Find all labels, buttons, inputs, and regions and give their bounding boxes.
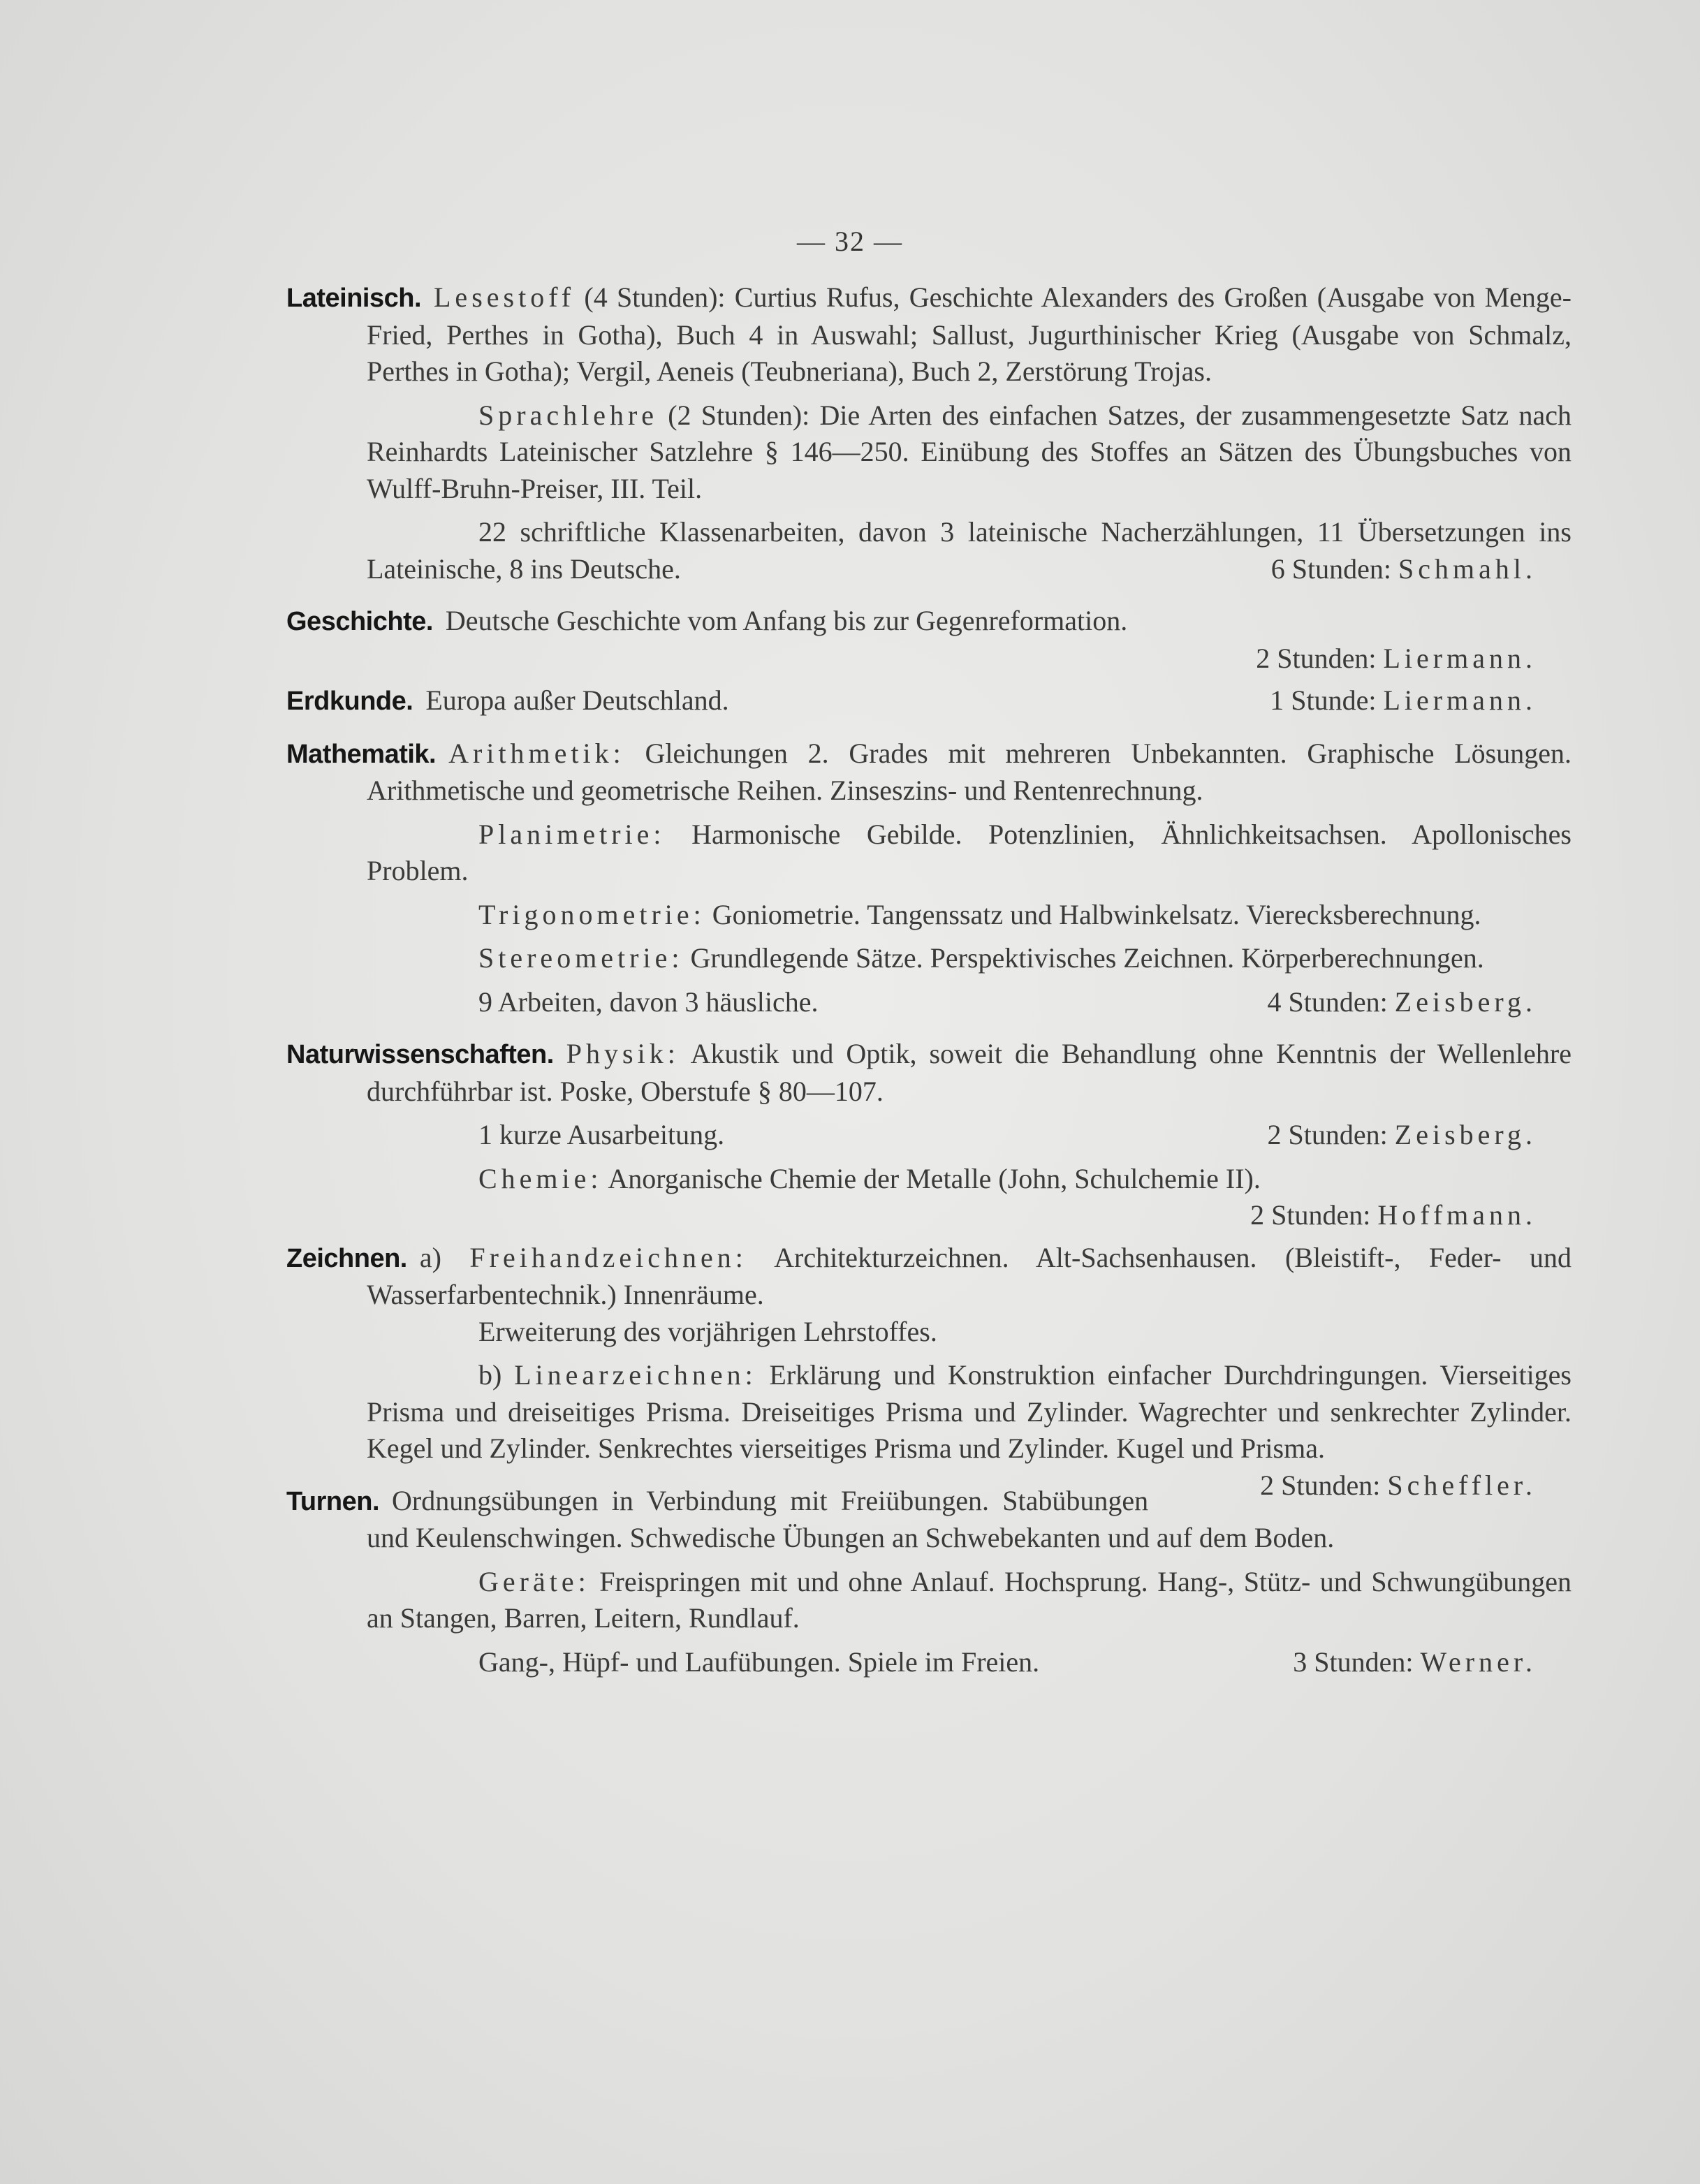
zeichnen-erweiterung: Erweiterung des vorjährigen Lehrstoffes. — [478, 1315, 937, 1347]
heading-naturwissenschaften: Naturwissenschaften. — [286, 1040, 554, 1069]
heading-latein: Lateinisch. — [286, 284, 421, 313]
latein-lesestoff: Lateinisch. Lesestoff (4 Stunden): Curtius Rufus, Geschichte Alexanders des Großen (Ausgabe von Menge-Fried, Perthes in Gotha), Buch 4 in Auswahl; Sallust, Jugurthinischer Krieg (Ausgabe von Schmalz, Perthes in Gotha); Vergil, Aeneis (Teubneriana), Buch 2, Zerstörung Trojas. — [286, 281, 1571, 387]
heading-zeichnen: Zeichnen. — [286, 1243, 407, 1273]
label-chemie: Chemie: — [478, 1162, 603, 1194]
section-turnen — [286, 1483, 1571, 1681]
zeichnen-hours: 2 Stunden: Scheffler. — [1260, 1469, 1537, 1501]
turnen-hours: 3 Stunden: Werner. — [1293, 1646, 1537, 1678]
mathe-stereometrie: Stereometrie: Grundlegende Sätze. Perspektivisches Zeichnen. Körperberechnungen. — [478, 942, 1484, 974]
label-trigonometrie: Trigonometrie: — [478, 898, 705, 930]
page-number: — 32 — — [797, 226, 903, 257]
natur-hours-chemie: 2 Stunden: Hoffmann. — [1250, 1199, 1537, 1231]
zeichnen-linear: b) Linearzeichnen: Erklärung und Konstruktion einfacher Durchdringungen. Vierseitiges Prisma und dreiseitiges Prisma. Dreiseitiges Prisma und Zylinder. Wagrechter und senkrechter Zylinder. Kegel und Zylinder. Senkrechtes vierseitiges Prisma und Zylinder. Kugel und Prisma. 2 Stunden: Scheffler. — [286, 1357, 1571, 1467]
label-sprachlehre: Sprachlehre — [478, 399, 659, 431]
label-freihandzeichnen: Freihandzeichnen: — [469, 1241, 747, 1273]
geschichte-hours: 2 Stunden: Liermann. — [1256, 642, 1537, 674]
latein-arbeiten: 22 schriftliche Klassenarbeiten, davon 3 lateinische Nacherzählungen, 11 Übersetzungen ins Lateinische, 8 ins Deutsche. 6 Stunden: Schmahl. — [286, 514, 1571, 587]
natur-physik: Naturwissenschaften. Physik: Akustik und Optik, soweit die Behandlung ohne Kenntnis der Wellenlehre durchführbar ist. Poske, Oberstufe § 80—107. — [286, 1038, 1571, 1107]
geschichte-text: Geschichte. Deutsche Geschichte vom Anfang bis zur Gegenreformation. — [286, 605, 1128, 636]
turnen-ordnung: Turnen. Ordnungsübungen in Verbindung mit Freiübungen. Stabübungen und Keulenschwingen. Schwedische Übungen an Schwebekanten und auf dem Boden. — [286, 1484, 1335, 1553]
teacher-scheffler: Scheffler. — [1387, 1469, 1537, 1501]
mathe-arithmetik: Mathematik. Arithmetik: Gleichungen 2. Grades mit mehreren Unbekannten. Graphische Lösungen. Arithmetische und geometrische Reihen. Zinseszins- und Rentenrechnung. — [286, 737, 1571, 806]
heading-geschichte: Geschichte. — [286, 607, 433, 636]
label-physik: Physik: — [566, 1038, 680, 1069]
teacher-zeisberg: Zeisberg. — [1394, 985, 1537, 1018]
zeichnen-freihand: Zeichnen. a) Freihandzeichnen: Architekturzeichnen. Alt-Sachsenhausen. (Bleistift-, Feder- und Wasserfarbentechnik.) Innenräume. — [286, 1241, 1571, 1310]
natur-ausarbeitung: 1 kurze Ausarbeitung. 2 Stunden: Zeisberg. — [286, 1117, 1571, 1154]
document-body — [286, 279, 1571, 1680]
mathe-hours: 4 Stunden: Zeisberg. — [1267, 985, 1537, 1018]
teacher-zeisberg-2: Zeisberg. — [1394, 1119, 1537, 1150]
section-erdkunde — [286, 682, 1571, 720]
erdkunde-hours: 1 Stunde: Liermann. — [1270, 684, 1537, 716]
label-linearzeichnen: Linearzeichnen: — [514, 1359, 757, 1391]
mathe-planimetrie: Planimetrie: Harmonische Gebilde. Potenzlinien, Ähnlichkeitsachsen. Apollonisches Problem. — [367, 818, 1571, 886]
section-latein — [286, 279, 1571, 587]
label-geraete: Geräte: — [478, 1565, 590, 1597]
label-stereometrie: Stereometrie: — [478, 942, 684, 974]
section-geschichte — [286, 603, 1571, 677]
heading-mathematik: Mathematik. — [286, 739, 437, 769]
label-planimetrie: Planimetrie: — [478, 818, 666, 850]
section-mathematik — [286, 735, 1571, 1021]
teacher-schmahl: Schmahl. — [1398, 552, 1537, 585]
label-lesestoff: Lesestoff — [434, 281, 576, 313]
mathe-trigonometrie: Trigonometrie: Goniometrie. Tangenssatz und Halbwinkelsatz. Vierecksberechnung. — [478, 898, 1481, 930]
turnen-spiele: Gang-, Hüpf- und Laufübungen. Spiele im Freien. 3 Stunden: Werner. — [286, 1644, 1571, 1681]
teacher-werner: Werner. — [1420, 1646, 1537, 1678]
turnen-geraete: Geräte: Freispringen mit und ohne Anlauf. Hochsprung. Hang-, Stütz- und Schwungübungen an Stangen, Barren, Leitern, Rundlauf. — [367, 1565, 1571, 1634]
erdkunde-text: Erdkunde. Europa außer Deutschland. 1 Stunde: Liermann. — [286, 682, 1571, 720]
latein-sprachlehre: Sprachlehre (2 Stunden): Die Arten des einfachen Satzes, der zusammengesetzte Satz nach Reinhardts Lateinischer Satzlehre § 146—250. Einübung des Stoffes an Sätzen des Übungsbuches von Wulff-Bruhn-Preiser, III. Teil. — [367, 399, 1571, 504]
natur-hours-physik: 2 Stunden: Zeisberg. — [1267, 1119, 1537, 1150]
latein-hours: 6 Stunden: Schmahl. — [1270, 552, 1537, 585]
natur-chemie: Chemie: Anorganische Chemie der Metalle (John, Schulchemie II). — [478, 1162, 1261, 1194]
mathe-arbeiten: 9 Arbeiten, davon 3 häusliche. 4 Stunden: Zeisberg. — [286, 984, 1571, 1021]
teacher-liermann: Liermann. — [1383, 642, 1537, 674]
heading-erdkunde: Erdkunde. — [286, 687, 413, 716]
heading-turnen: Turnen. — [286, 1486, 380, 1516]
teacher-hoffmann: Hoffmann. — [1377, 1199, 1537, 1231]
teacher-liermann-2: Liermann. — [1383, 684, 1537, 716]
section-naturwissenschaften — [286, 1036, 1571, 1234]
label-arithmetik: Arithmetik: — [448, 737, 625, 769]
